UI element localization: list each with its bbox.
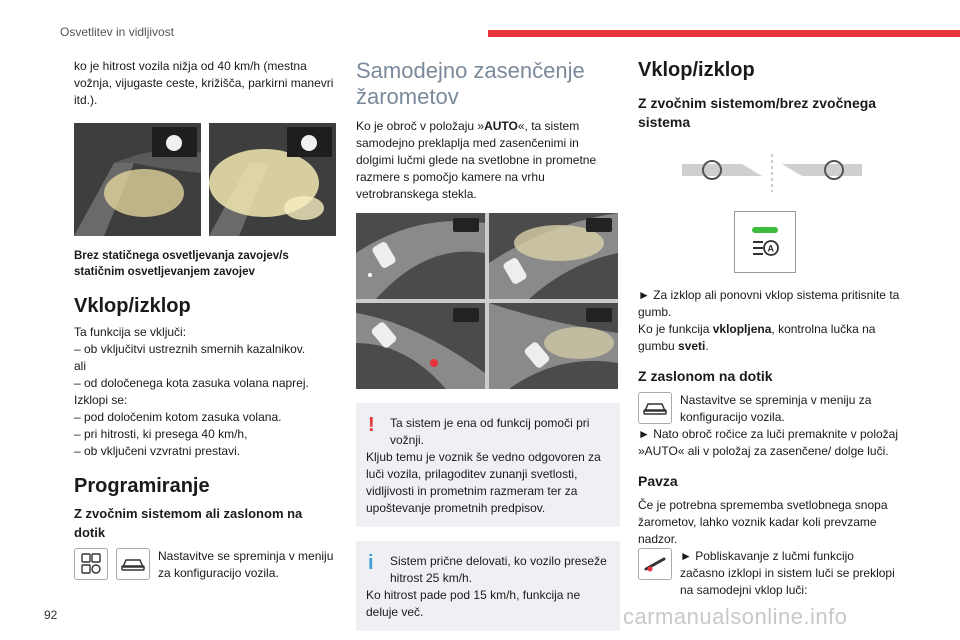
heading-touch: Z zaslonom na dotik (638, 368, 773, 384)
illustration-1 (356, 213, 485, 299)
watermark: carmanualsonline.info (623, 604, 848, 629)
photo-caption: Brez statičnega osvetljevanja zavojev/s statičnim osvetljevanjem zavojev (74, 250, 289, 278)
svg-text:A: A (767, 243, 774, 254)
badge-icon (453, 308, 479, 322)
photo-without-cornering-light (74, 123, 201, 236)
touch-text: Nastavitve se spreminja v meniju za konfiguracijo vozila. (680, 393, 872, 424)
column-3 (638, 58, 900, 599)
vklop-line-3: ali (74, 359, 87, 373)
indicator-led (752, 227, 778, 233)
illustration-2 (489, 213, 618, 299)
step-b (638, 321, 900, 355)
heading-vklop-izklop: Vklop/izklop (74, 295, 191, 317)
column-2 (356, 58, 620, 640)
heading-programiranje: Programiranje (74, 475, 210, 497)
page-number: 92 (44, 608, 58, 622)
page-header (0, 0, 960, 46)
heading-vklop-izklop-2: Vklop/izklop (638, 59, 755, 81)
pavza-step: ► Pobliskavanje z lučmi funkcijo začasno izklopi in sistem luči se preklopi na samodejni vklop luči: (680, 549, 895, 597)
vklop-line-8: – ob vključeni vzvratni prestavi. (74, 444, 241, 458)
heading-auto-dim: Samodejno zasenčenje žarometov (356, 58, 585, 109)
step-b-bold-1: vklopljena (712, 322, 772, 336)
illustration-3 (356, 303, 485, 389)
auto-beam-icon (751, 239, 779, 257)
audio-settings-icon (74, 548, 108, 580)
badge-icon (453, 218, 479, 232)
step-b-2: , kontrolna lučka na gumbu (638, 322, 876, 353)
warning-notice (356, 403, 620, 527)
car-settings-icon (116, 548, 150, 580)
column-1 (74, 58, 336, 582)
step-a: ► Za izklop ali ponovni vklop sistema pritisnite ta gumb. (638, 288, 900, 319)
headlamp-flash-icon (638, 548, 672, 580)
vklop-line-2: – ob vključitvi ustreznih smernih kazalnikov. (74, 342, 306, 356)
vklop-line-7: – pri hitrosti, ki presega 40 km/h, (74, 427, 248, 441)
auto-keyword: AUTO (484, 119, 518, 133)
auto-intro-a: Ko je obroč v položaju » (356, 119, 485, 133)
heading-pavza: Pavza (638, 473, 678, 489)
auto-intro-b: «, ta sistem samodejno preklaplja med zasenčenimi in dolgimi lučmi glede na svetlobne in prometne razmere s pomočjo kamere na vrhu vetrobranskega stekla. (356, 119, 597, 201)
section-title: Osvetlitev in vidljivost (60, 25, 175, 39)
badge-icon (586, 308, 612, 322)
touch-row (638, 392, 900, 426)
intro-text: ko je hitrost vozila nižja od 40 km/h (mestna vožnja, vijugaste ceste, križišča, parkirni manevri itd.). (74, 59, 334, 107)
vklop-line-1: Ta funkcija se vključi: (74, 325, 187, 339)
step-b-bold-2: sveti (678, 339, 706, 353)
accent-bar (488, 30, 960, 37)
prog-row (74, 548, 336, 582)
warning-text-2: Kljub temu je voznik še vedno odgovoren za luči vozila, prilagoditev zunanji svetlosti, vidljivosti in prometnim razmeram ter za upoštevanje prometnih predpisov. (366, 450, 601, 515)
vklop-line-5: Izklopi se: (74, 393, 128, 407)
car-settings-icon (638, 392, 672, 424)
step-b-3: . (705, 339, 709, 353)
warning-text-1: Ta sistem je ena od funkcij pomoči pri vožnji. (390, 416, 590, 447)
auto-headlamp-button[interactable] (734, 211, 796, 273)
badge-icon (586, 218, 612, 232)
info-notice (356, 541, 620, 631)
cornering-photos (74, 123, 336, 236)
vklop-line-4: – od določenega kota zasuka volana naprej. (74, 376, 309, 390)
pavza-text: Če je potrebna sprememba svetlobnega snopa žarometov, lahko voznik kadar koli prevzame nadzor. (638, 498, 888, 546)
subheading-audio: Z zvočnim sistemom/brez zvočnega sistema (638, 95, 877, 130)
auto-intro (356, 118, 620, 203)
touch-step: ► Nato obroč ročice za luči premaknite v položaj »AUTO« ali v položaj za zasenčene/ dolge luči. (638, 427, 898, 458)
vklop-line-6: – pod določenim kotom zasuka volana. (74, 410, 282, 424)
step-b-1: Ko je funkcija (638, 322, 713, 336)
subheading-prog: Z zvočnim sistemom ali zaslonom na dotik (74, 506, 303, 540)
photo-with-cornering-light (209, 123, 336, 236)
prog-text: Nastavitve se spreminja v meniju za konfiguracijo vozila. (158, 549, 334, 580)
info-text-2: Ko hitrost pade pod 15 km/h, funkcija ne deluje več. (366, 588, 581, 619)
warning-icon: ! (368, 414, 375, 436)
info-text-1: Sistem prične delovati, ko vozilo preseže hitrost 25 km/h. (390, 554, 607, 585)
info-icon: i (368, 552, 374, 574)
pavza-row (638, 548, 900, 599)
illustration-4 (489, 303, 618, 389)
auto-dim-illustrations (356, 213, 618, 389)
steering-wheel-icons (682, 150, 862, 196)
